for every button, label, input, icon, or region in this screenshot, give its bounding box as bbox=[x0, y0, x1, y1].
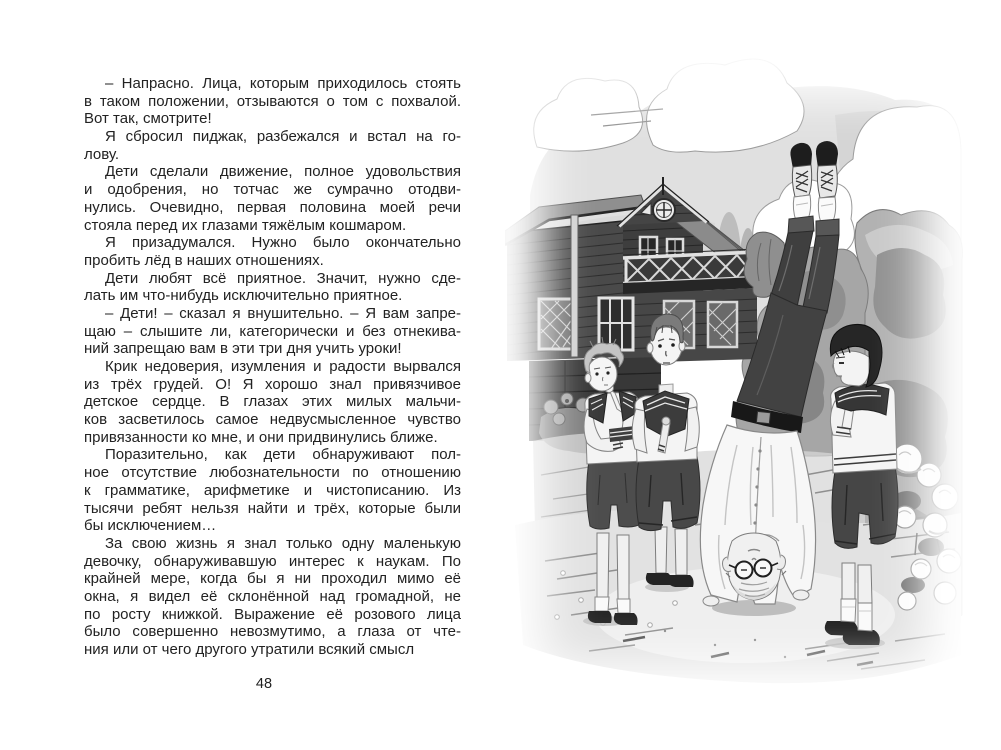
text-line: Я призадумался. Нужно было окончательно bbox=[105, 234, 461, 252]
text-line: нулись. Очевидно, первая половина моей речи bbox=[84, 198, 461, 216]
paned-window bbox=[599, 298, 633, 350]
text-line: детское сердце. В глазах этих милых мальчи- bbox=[84, 393, 461, 411]
text-line: Поразительно, как дети обнаруживают пол- bbox=[105, 446, 461, 464]
lattice-window bbox=[708, 302, 737, 347]
cloud bbox=[647, 59, 805, 152]
illustration-svg bbox=[505, 55, 965, 705]
text-line: ния или от чего другого утратили всякий смысл bbox=[84, 641, 415, 658]
text-line: девочку, обнаруживавшую интерес к наукам. По bbox=[84, 552, 461, 570]
text-line: – Напрасно. Лица, которым приходилось стоять bbox=[105, 75, 461, 92]
text-line: ное отсутствие любознательности по отношению bbox=[84, 464, 461, 482]
text-line: тысячи ребят нельзя найти и трёх, которые были bbox=[84, 499, 461, 517]
text-line: ков засветилось самое недвусмысленное чувство bbox=[84, 411, 461, 429]
text-line: стояла перед их глазами тяжёлым кошмаром. bbox=[84, 216, 407, 234]
lattice-window bbox=[539, 299, 575, 349]
text-line: щаю – слышите ли, категорически и без отнекива- bbox=[84, 322, 461, 340]
text-line: Дети сделали движение, полное удовольствия bbox=[105, 163, 461, 181]
page-number: 48 bbox=[255, 676, 273, 692]
text-line: Дети любят всё приятное. Значит, нужно сде- bbox=[105, 269, 461, 287]
text-line: Крик недоверия, изумления и радости вырвался bbox=[105, 358, 461, 375]
text-line: бы исключением… bbox=[84, 517, 217, 535]
text-line: по росту книжкой. Выражение её розового лица bbox=[84, 605, 461, 623]
text-line: – Дети! – сказал я внушительно. – Я вам запре- bbox=[105, 304, 461, 322]
text-column bbox=[84, 75, 461, 659]
text-line: было совершенно невозмутимо, а глаза от чте- bbox=[84, 623, 461, 641]
corner-trim bbox=[571, 215, 578, 357]
round-window bbox=[653, 199, 675, 221]
text-line: в таком положении, отзываются о том с похвалой. bbox=[84, 92, 461, 110]
text-line: Я сбросил пиджак, разбежался и встал на го- bbox=[105, 128, 461, 146]
text-line: крайней мере, когда бы я ни проходил мимо её bbox=[84, 570, 461, 588]
text-line: окна, я видел её склонённой над громадной, не bbox=[84, 587, 461, 605]
cloud bbox=[534, 78, 643, 151]
text-line: из трёх грудей. О! Я хорошо знал привязчивое bbox=[84, 375, 461, 393]
text-line: Вот так, смотрите! bbox=[84, 110, 212, 128]
text-line: лову. bbox=[84, 145, 120, 163]
right-page-illustration bbox=[505, 55, 965, 705]
text-line: привязанности ко мне, и они придвинулись ближе. bbox=[84, 428, 438, 446]
text-line: ний запрещаю вам в эти три дня учить уроки! bbox=[84, 340, 402, 358]
text-line: и одобрения, но тотчас же сумрачно отодви- bbox=[84, 181, 461, 199]
text-line: лать им что-нибудь исключительно приятное. bbox=[84, 287, 403, 305]
text-line: пробить лёд в наших отношениях. bbox=[84, 251, 324, 269]
text-line: За свою жизнь я знал только одну маленькую bbox=[105, 534, 461, 552]
text-line: к грамматике, арифметике и чистописанию. Из bbox=[84, 481, 461, 499]
balcony bbox=[623, 249, 757, 294]
